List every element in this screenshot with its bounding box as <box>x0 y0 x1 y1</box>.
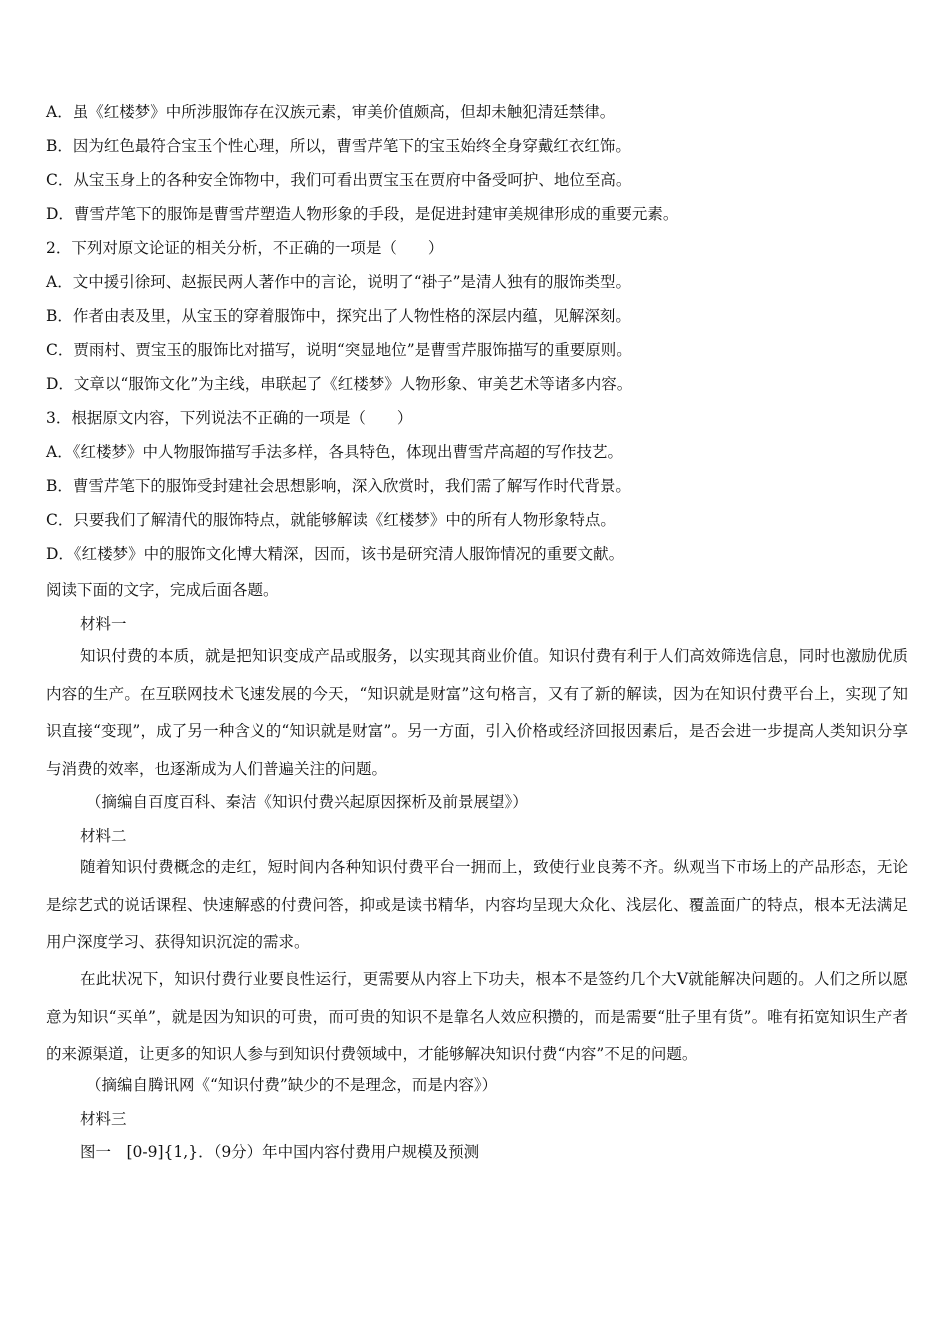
q2-option-c: C．贾雨村、贾宝玉的服饰比对描写，说明“突显地位”是曹雪芹服饰描写的重要原则。 <box>46 341 632 359</box>
q2-stem: 2．下列对原文论证的相关分析，不正确的一项是（ ） <box>46 239 444 257</box>
q3-option-c: C．只要我们了解清代的服饰特点，就能够解读《红楼梦》中的所有人物形象特点。 <box>46 511 616 529</box>
material2-source: （摘编自腾讯网《“知识付费”缺少的不是理念，而是内容》） <box>86 1076 498 1094</box>
material2-body2: 在此状况下，知识付费行业要良性运行，更需要从内容上下功夫，根本不是签约几个大V就能解决问题的。人们之所以愿意为知识“买单”，就是因为知识的可贵，而可贵的知识不是靠名人效应积攒的，而是需要“肚子里有货”。唯有拓宽知识生产者的来源渠道，让更多的知识人参与到知识付费领域中，才能够解决知识付费“内容”不足的问题。 <box>46 970 908 1063</box>
q2-option-b: B．作者由表及里，从宝玉的穿着服饰中，探究出了人物性格的深层内蕴，见解深刻。 <box>46 307 631 325</box>
material1-body: 知识付费的本质，就是把知识变成产品或服务，以实现其商业价值。知识付费有利于人们高效筛选信息，同时也激励优质内容的生产。在互联网技术飞速发展的今天，“知识就是财富”这句格言，又有了新的解读，因为在知识付费平台上，实现了知识直接“变现”，成了另一种含义的“知识就是财富”。另一方面，引入价格或经济回报因素后，是否会进一步提高人类知识分享与消费的效率，也逐渐成为人们普遍关注的问题。 <box>46 647 908 778</box>
q1-option-b: B．因为红色最符合宝玉个性心理，所以，曹雪芹笔下的宝玉始终全身穿戴红衣红饰。 <box>46 137 631 155</box>
material2-body1: 随着知识付费概念的走红，短时间内各种知识付费平台一拥而上，致使行业良莠不齐。纵观当下市场上的产品形态，无论是综艺式的说话课程、快速解惑的付费问答，抑或是读书精华，内容均呈现大众化、浅层化、覆盖面广的特点，根本无法满足用户深度学习、获得知识沉淀的需求。 <box>46 858 908 951</box>
q2-option-d: D．文章以“服饰文化”为主线，串联起了《红楼梦》人物形象、审美艺术等诸多内容。 <box>46 375 633 393</box>
q1-option-d: D．曹雪芹笔下的服饰是曹雪芹塑造人物形象的手段，是促进封建审美规律形成的重要元素。 <box>46 205 679 223</box>
material3-title: 材料三 <box>80 1110 127 1128</box>
q2-option-a: A．文中援引徐珂、赵振民两人著作中的言论，说明了“褂子”是清人独有的服饰类型。 <box>46 273 632 291</box>
material2-title: 材料二 <box>80 827 127 845</box>
q3-stem: 3．根据原文内容，下列说法不正确的一项是（ ） <box>46 409 413 427</box>
material1-title: 材料一 <box>80 615 127 633</box>
q1-option-c: C．从宝玉身上的各种安全饰物中，我们可看出贾宝玉在贾府中备受呵护、地位至高。 <box>46 171 632 189</box>
q3-option-b: B．曹雪芹笔下的服饰受封建社会思想影响，深入欣赏时，我们需了解写作时代背景。 <box>46 477 631 495</box>
q3-option-a: A．《红楼梦》中人物服饰描写手法多样，各具特色，体现出曹雪芹高超的写作技艺。 <box>46 443 623 461</box>
q3-option-d: D．《红楼梦》中的服饰文化博大精深，因而，该书是研究清人服饰情况的重要文献。 <box>46 545 625 563</box>
figure-caption: 图一 [0-9]{1,}．（9分）年中国内容付费用户规模及预测 <box>80 1143 480 1161</box>
reading-instruction: 阅读下面的文字，完成后面各题。 <box>46 581 279 599</box>
material1-source: （摘编自百度百科、秦洁《知识付费兴起原因探析及前景展望》） <box>86 793 528 811</box>
q1-option-a: A．虽《红楼梦》中所涉服饰存在汉族元素，审美价值颇高，但却未触犯清廷禁律。 <box>46 103 616 121</box>
